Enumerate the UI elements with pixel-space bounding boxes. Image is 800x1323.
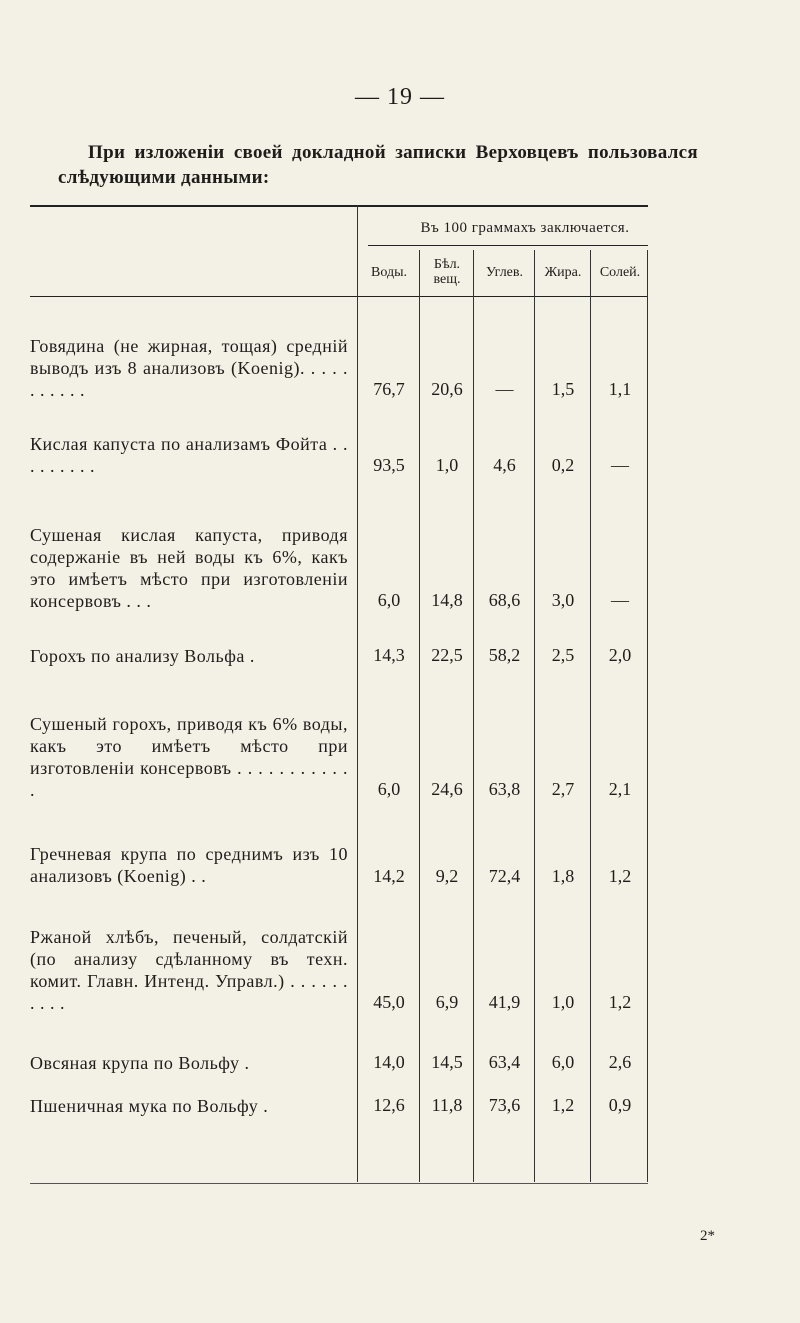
table-row-label: Ржаной хлѣбъ, печеный, солдатскій (по анализу сдѣланному въ техн. комит. Главн. Интенд. Управл.) . . . . . . . . . .: [30, 927, 348, 1013]
table-row-label: Пшеничная мука по Вольфу .: [30, 1096, 269, 1116]
table-cell: 68,6: [488, 590, 521, 610]
table-cell: 9,2: [435, 866, 459, 886]
table-cell: 6,0: [377, 779, 401, 799]
column-rule: [647, 1062, 648, 1182]
table-cell: 2,5: [551, 645, 575, 665]
intro-paragraph: При изложеніи своей докладной записки Верховцевъ пользовался слѣдующими данными:: [58, 142, 698, 188]
signature-mark: 2*: [700, 1228, 715, 1244]
column-rule: [534, 1062, 535, 1182]
table-cell: 93,5: [373, 455, 405, 475]
table-cell: 6,9: [435, 992, 459, 1012]
table-cell: 11,8: [431, 1095, 463, 1115]
table-cell: 1,0: [551, 992, 575, 1012]
page-number: — 19 —: [355, 84, 445, 110]
table-cell: 0,2: [551, 455, 575, 475]
table-row-label: Кислая капуста по анализамъ Фойта . . . . . . . . .: [30, 434, 348, 476]
table-row-label: Сушеный горохъ, приводя къ 6% воды, какъ это имѣетъ мѣсто при изготовленіи консервовъ . . . . . . . . . . . .: [30, 714, 348, 800]
column-header: Солей.: [599, 264, 641, 280]
table-cell: 41,9: [488, 992, 521, 1012]
table-cell: 72,4: [488, 866, 521, 886]
table-cell: 2,1: [608, 779, 632, 799]
table-cell: 14,2: [373, 866, 405, 886]
table-cell: 1,5: [551, 379, 575, 399]
group-header: Въ 100 граммахъ заключается.: [420, 220, 630, 236]
table-cell: 0,9: [608, 1095, 632, 1115]
table-cell: 20,6: [431, 379, 463, 399]
table-row-label: Сушеная кислая капуста, приводя содержаніе въ ней воды къ 6%, какъ это имѣетъ мѣсто при изготовленіи консервовъ . . .: [30, 525, 348, 611]
table-cell: 14,0: [373, 1052, 405, 1072]
table-cell: 24,6: [431, 779, 463, 799]
table-cell: 58,2: [488, 645, 521, 665]
column-header: Углев.: [485, 264, 524, 280]
table-cell: 63,4: [488, 1052, 521, 1072]
column-header: Жира.: [544, 264, 582, 280]
table-cell: 1,0: [435, 455, 459, 475]
table-cell: 2,7: [551, 779, 575, 799]
table-cell: 45,0: [373, 992, 405, 1012]
table-cell: 76,7: [373, 379, 405, 399]
table-cell: —: [611, 590, 629, 610]
table-row-label: Овсяная крупа по Вольфу .: [30, 1053, 250, 1073]
table-row-label: Горохъ по анализу Вольфа .: [30, 646, 255, 666]
table-cell: 1,2: [608, 992, 632, 1012]
table-cell: —: [611, 455, 629, 475]
table-cell: 73,6: [488, 1095, 521, 1115]
column-header: Бѣл. вещ.: [433, 257, 461, 287]
table-cell: 6,0: [551, 1052, 575, 1072]
column-rule: [473, 1062, 474, 1182]
table-cell: 63,8: [488, 779, 521, 799]
table-cell: 1,8: [551, 866, 575, 886]
table-cell: 14,3: [373, 645, 405, 665]
table-cell: 6,0: [377, 590, 401, 610]
table-divider: [357, 1062, 358, 1182]
table-cell: 3,0: [551, 590, 575, 610]
table-cell: 1,1: [608, 379, 632, 399]
nutrition-table-bottom: [30, 0, 650, 1323]
table-cell: 2,6: [608, 1052, 632, 1072]
table-row-label: Гречневая крупа по среднимъ изъ 10 анализовъ (Koenig) . .: [30, 844, 348, 886]
table-bottom-rule: [30, 1183, 648, 1184]
table-cell: 1,2: [608, 866, 632, 886]
table-cell: 14,8: [431, 590, 463, 610]
table-row-label: Говядина (не жирная, тощая) средній выводъ изъ 8 анализовъ (Koenig). . . . . . . . . . .: [30, 336, 348, 400]
table-cell: 12,6: [373, 1095, 405, 1115]
table-cell: —: [495, 379, 514, 399]
table-cell: 1,2: [551, 1095, 575, 1115]
table-cell: 2,0: [608, 645, 632, 665]
table-cell: 14,5: [431, 1052, 463, 1072]
column-header: Воды.: [371, 264, 407, 280]
column-rule: [590, 1062, 591, 1182]
column-rule: [419, 1062, 420, 1182]
table-cell: 4,6: [493, 455, 516, 475]
table-cell: 22,5: [431, 645, 463, 665]
